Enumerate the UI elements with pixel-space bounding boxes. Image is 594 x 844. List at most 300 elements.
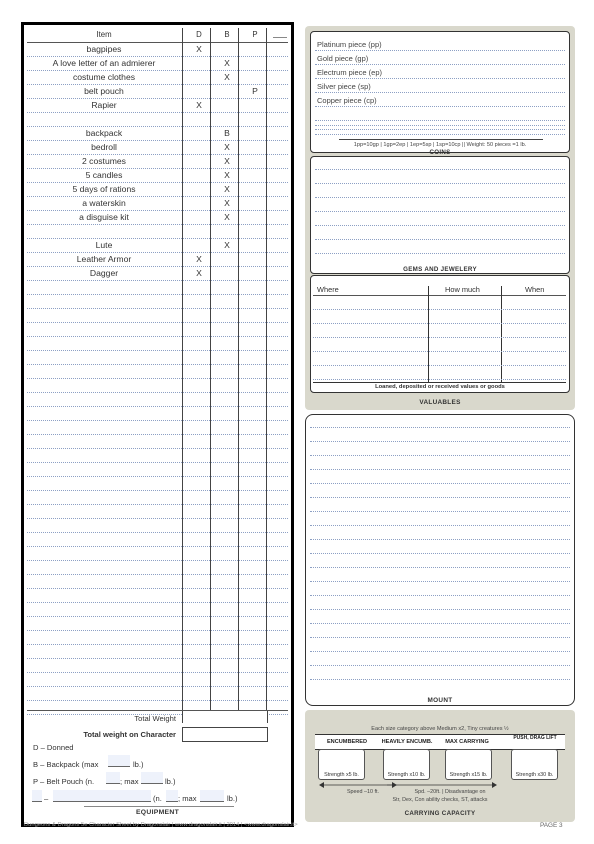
table-row[interactable] <box>27 168 288 183</box>
pouch-cell[interactable] <box>241 658 269 672</box>
backpack-cell[interactable] <box>213 630 241 644</box>
table-row[interactable] <box>27 546 288 561</box>
custom-code-field[interactable] <box>32 790 42 802</box>
backpack-cell[interactable] <box>213 294 241 308</box>
donned-cell[interactable] <box>185 616 213 630</box>
pouch-cell[interactable] <box>241 574 269 588</box>
backpack-cell[interactable] <box>213 322 241 336</box>
coin-row[interactable] <box>315 92 565 93</box>
backpack-cell[interactable] <box>213 252 241 266</box>
pouch-cell[interactable] <box>241 378 269 392</box>
item-cell[interactable]: belt pouch <box>84 86 124 96</box>
backpack-cell[interactable]: B <box>224 128 230 138</box>
item-cell[interactable]: Lute <box>95 240 113 250</box>
donned-cell[interactable] <box>185 224 213 238</box>
custom-count-field[interactable] <box>166 790 178 802</box>
table-row[interactable] <box>27 294 288 309</box>
heavily-encumbered-value: Strength x10 lb. <box>387 772 426 778</box>
donned-cell[interactable]: X <box>196 268 202 278</box>
donned-cell[interactable] <box>185 238 213 252</box>
pouch-cell[interactable] <box>241 196 269 210</box>
donned-cell[interactable] <box>185 182 213 196</box>
item-cell[interactable] <box>29 476 179 490</box>
total-weight-field[interactable] <box>182 711 268 723</box>
table-row[interactable] <box>27 350 288 365</box>
pouch-cell[interactable] <box>241 154 269 168</box>
donned-cell[interactable] <box>185 560 213 574</box>
table-row[interactable] <box>27 434 288 449</box>
ledger-line <box>313 309 566 310</box>
pouch-cell[interactable] <box>241 266 269 280</box>
donned-cell[interactable] <box>185 532 213 546</box>
coin-row[interactable] <box>315 106 565 107</box>
item-cell[interactable] <box>29 308 179 322</box>
item-cell[interactable] <box>29 378 179 392</box>
donned-cell[interactable] <box>185 210 213 224</box>
backpack-cell[interactable] <box>213 560 241 574</box>
item-header: Item <box>96 30 112 39</box>
donned-cell[interactable] <box>185 448 213 462</box>
backpack-cell[interactable] <box>213 462 241 476</box>
coin-row[interactable] <box>315 64 565 65</box>
backpack-cell[interactable] <box>213 490 241 504</box>
carrying-capacity-panel <box>305 710 575 822</box>
pouch-cell[interactable] <box>241 224 269 238</box>
backpack-cell[interactable]: X <box>224 142 230 152</box>
backpack-cell[interactable]: X <box>224 170 230 180</box>
backpack-cell[interactable] <box>213 546 241 560</box>
mount-line <box>310 651 570 652</box>
max-carrying-value: Strength x15 lb. <box>449 772 488 778</box>
pouch-cell[interactable] <box>241 364 269 378</box>
pouch-cell[interactable] <box>241 532 269 546</box>
pouch-cell[interactable] <box>241 476 269 490</box>
table-row[interactable] <box>27 266 288 281</box>
donned-cell[interactable] <box>185 602 213 616</box>
item-cell[interactable] <box>29 224 179 238</box>
table-row[interactable] <box>27 252 288 267</box>
pouch-cell[interactable] <box>241 462 269 476</box>
gems-box[interactable] <box>310 156 570 274</box>
backpack-cell[interactable] <box>213 364 241 378</box>
pouch-cell[interactable] <box>241 98 269 112</box>
item-cell[interactable] <box>29 644 179 658</box>
mount-line <box>310 581 570 582</box>
custom-header-blank[interactable] <box>273 37 287 38</box>
table-row[interactable] <box>27 224 288 239</box>
backpack-cell[interactable] <box>213 84 241 98</box>
pouch-cell[interactable] <box>241 182 269 196</box>
pouch-cell[interactable] <box>241 518 269 532</box>
pouch-cell[interactable] <box>241 546 269 560</box>
table-row[interactable] <box>27 476 288 491</box>
speed-penalty-light: Speed –10 ft. <box>346 789 380 795</box>
pouch-cell[interactable]: P <box>252 86 258 96</box>
coin-exchange-rate: 1pp=10gp | 1gp=2ep | 1ep=5sp | 1sp=10cp || Weight: 50 pieces =1 lb. <box>353 142 527 148</box>
table-row[interactable] <box>27 378 288 393</box>
table-row[interactable] <box>27 336 288 351</box>
donned-cell[interactable] <box>185 420 213 434</box>
item-cell[interactable] <box>29 364 179 378</box>
item-cell[interactable] <box>29 658 179 672</box>
legend-pouch-max: ; max <box>120 777 139 786</box>
item-cell[interactable] <box>29 700 179 714</box>
backpack-cell[interactable]: X <box>224 58 230 68</box>
pouch-cell[interactable] <box>241 336 269 350</box>
donned-cell[interactable] <box>185 154 213 168</box>
gem-line <box>315 239 565 240</box>
donned-cell[interactable] <box>185 378 213 392</box>
legend-custom-dash: – <box>44 794 49 803</box>
ledger-divider <box>501 286 502 382</box>
donned-cell[interactable] <box>185 336 213 350</box>
backpack-cell[interactable] <box>213 98 241 112</box>
table-row[interactable] <box>27 364 288 379</box>
backpack-cell[interactable] <box>213 350 241 364</box>
item-cell[interactable]: backpack <box>85 128 123 138</box>
backpack-cell[interactable] <box>213 476 241 490</box>
pouch-cell[interactable] <box>241 126 269 140</box>
table-row[interactable] <box>27 448 288 463</box>
item-cell[interactable]: 5 candles <box>85 170 123 180</box>
backpack-cell[interactable]: X <box>224 240 230 250</box>
item-cell[interactable] <box>29 672 179 686</box>
item-cell[interactable] <box>29 406 179 420</box>
pouch-cell[interactable] <box>241 350 269 364</box>
pouch-cell[interactable] <box>241 448 269 462</box>
pouch-cell[interactable] <box>241 602 269 616</box>
donned-cell[interactable] <box>185 56 213 70</box>
item-cell[interactable]: 5 days of rations <box>72 184 136 194</box>
table-row[interactable] <box>27 196 288 211</box>
mount-line <box>310 469 570 470</box>
donned-cell[interactable] <box>185 504 213 518</box>
pouch-cell[interactable] <box>241 280 269 294</box>
pouch-max-field[interactable] <box>141 772 163 784</box>
legend-donned: D – Donned <box>33 743 74 752</box>
item-cell[interactable] <box>29 686 179 700</box>
table-row[interactable] <box>27 238 288 253</box>
donned-cell[interactable] <box>185 686 213 700</box>
ledger-line <box>313 379 566 380</box>
coin-label: Gold piece (gp) <box>317 54 369 63</box>
backpack-cell[interactable] <box>213 658 241 672</box>
backpack-cell[interactable] <box>213 434 241 448</box>
donned-cell[interactable] <box>185 588 213 602</box>
backpack-cell[interactable] <box>213 448 241 462</box>
donned-cell[interactable] <box>185 168 213 182</box>
coin-row[interactable] <box>315 78 565 79</box>
coin-label: Copper piece (cp) <box>317 96 377 105</box>
pouch-cell[interactable] <box>241 42 269 56</box>
pouch-cell[interactable] <box>241 588 269 602</box>
table-row[interactable] <box>27 560 288 575</box>
backpack-cell[interactable]: X <box>224 198 230 208</box>
donned-cell[interactable] <box>185 126 213 140</box>
backpack-cell[interactable] <box>213 42 241 56</box>
backpack-cell[interactable]: X <box>224 212 230 222</box>
mount-line <box>310 623 570 624</box>
table-row[interactable] <box>27 420 288 435</box>
item-cell[interactable] <box>29 434 179 448</box>
donned-cell[interactable] <box>185 490 213 504</box>
table-row[interactable] <box>27 56 288 71</box>
backpack-cell[interactable]: X <box>224 184 230 194</box>
item-cell[interactable] <box>29 280 179 294</box>
mount-line <box>310 511 570 512</box>
encumbered-box[interactable] <box>318 749 365 780</box>
donned-cell[interactable] <box>185 280 213 294</box>
total-on-character-field[interactable] <box>182 727 268 742</box>
donned-cell[interactable] <box>185 112 213 126</box>
donned-cell[interactable] <box>185 574 213 588</box>
donned-cell[interactable] <box>185 196 213 210</box>
item-cell[interactable] <box>29 112 179 126</box>
table-row[interactable] <box>27 126 288 141</box>
donned-cell[interactable] <box>185 518 213 532</box>
donned-cell[interactable] <box>185 672 213 686</box>
donned-cell[interactable] <box>185 322 213 336</box>
push-drag-box[interactable] <box>511 749 558 780</box>
coin-row[interactable] <box>315 50 565 51</box>
pouch-cell[interactable] <box>241 238 269 252</box>
max-carrying-header: MAX CARRYING <box>445 739 489 745</box>
item-cell[interactable] <box>29 630 179 644</box>
ledger-header-rule <box>313 295 566 296</box>
donned-cell[interactable] <box>185 406 213 420</box>
table-row[interactable] <box>27 462 288 477</box>
item-cell[interactable] <box>29 504 179 518</box>
item-cell[interactable]: bedroll <box>91 142 117 152</box>
table-row[interactable] <box>27 280 288 295</box>
table-row[interactable] <box>27 112 288 127</box>
backpack-cell[interactable] <box>213 518 241 532</box>
backpack-cell[interactable] <box>213 672 241 686</box>
table-row[interactable] <box>27 672 288 687</box>
table-row[interactable] <box>27 154 288 169</box>
donned-cell[interactable] <box>185 392 213 406</box>
table-row[interactable] <box>27 602 288 617</box>
item-cell[interactable]: Leather Armor <box>76 254 132 264</box>
table-row[interactable] <box>27 322 288 337</box>
backpack-cell[interactable]: X <box>224 72 230 82</box>
pouch-cell[interactable] <box>241 294 269 308</box>
legend-pouch-unit: lb.) <box>165 777 176 786</box>
encumbered-header: ENCUMBERED <box>326 739 368 745</box>
table-row[interactable] <box>27 490 288 505</box>
table-row[interactable] <box>27 42 288 57</box>
push-drag-value: Strength x30 lb. <box>515 772 554 778</box>
pouch-cell[interactable] <box>241 70 269 84</box>
item-cell[interactable] <box>29 350 179 364</box>
pouch-cell[interactable] <box>241 616 269 630</box>
item-cell[interactable] <box>29 616 179 630</box>
table-row[interactable] <box>27 616 288 631</box>
item-cell[interactable]: A love letter of an admierer <box>52 58 156 68</box>
pouch-cell[interactable] <box>241 168 269 182</box>
item-cell[interactable] <box>29 532 179 546</box>
legend-custom-unit: lb.) <box>227 794 238 803</box>
pouch-header: P <box>252 30 258 39</box>
backpack-cell[interactable] <box>213 280 241 294</box>
gem-line <box>315 253 565 254</box>
backpack-cell[interactable] <box>213 112 241 126</box>
pouch-count-field[interactable] <box>106 772 120 784</box>
table-row[interactable] <box>27 182 288 197</box>
item-cell[interactable] <box>29 588 179 602</box>
donned-cell[interactable] <box>185 84 213 98</box>
gem-line <box>315 211 565 212</box>
pouch-cell[interactable] <box>241 308 269 322</box>
backpack-cell[interactable] <box>213 224 241 238</box>
donned-cell[interactable] <box>185 294 213 308</box>
item-cell[interactable] <box>29 490 179 504</box>
donned-cell[interactable] <box>185 140 213 154</box>
backpack-cell[interactable] <box>213 420 241 434</box>
pouch-cell[interactable] <box>241 210 269 224</box>
donned-cell[interactable] <box>185 70 213 84</box>
ledger-line <box>313 337 566 338</box>
table-row[interactable] <box>27 532 288 547</box>
item-cell[interactable] <box>29 574 179 588</box>
backpack-cell[interactable] <box>213 266 241 280</box>
table-row[interactable] <box>27 140 288 155</box>
pouch-cell[interactable] <box>241 140 269 154</box>
mount-line <box>310 483 570 484</box>
gem-line <box>315 183 565 184</box>
backpack-cell[interactable] <box>213 644 241 658</box>
pouch-cell[interactable] <box>241 392 269 406</box>
table-row[interactable] <box>27 630 288 645</box>
custom-container-field[interactable] <box>53 790 151 802</box>
item-cell[interactable] <box>29 392 179 406</box>
table-row[interactable] <box>27 84 288 99</box>
pouch-cell[interactable] <box>241 672 269 686</box>
mount-box[interactable] <box>305 414 575 706</box>
ledger-line <box>313 365 566 366</box>
table-row[interactable] <box>27 574 288 589</box>
backpack-cell[interactable] <box>213 308 241 322</box>
item-cell[interactable] <box>29 448 179 462</box>
table-row[interactable] <box>27 518 288 533</box>
donned-cell[interactable] <box>185 434 213 448</box>
pouch-cell[interactable] <box>241 406 269 420</box>
table-row[interactable] <box>27 406 288 421</box>
item-cell[interactable]: costume clothes <box>72 72 136 82</box>
legend-custom-n: (n. <box>153 794 162 803</box>
backpack-max-field[interactable] <box>108 755 130 767</box>
item-cell[interactable]: 2 costumes <box>82 156 126 166</box>
table-row[interactable] <box>27 686 288 701</box>
backpack-cell[interactable] <box>213 588 241 602</box>
table-row[interactable] <box>27 210 288 225</box>
donned-cell[interactable] <box>185 350 213 364</box>
donned-cell[interactable]: X <box>196 100 202 110</box>
pouch-cell[interactable] <box>241 560 269 574</box>
backpack-cell[interactable]: X <box>224 156 230 166</box>
mount-line <box>310 497 570 498</box>
heavily-encumbered-box[interactable] <box>383 749 430 780</box>
pouch-cell[interactable] <box>241 56 269 70</box>
item-cell[interactable] <box>29 462 179 476</box>
pouch-cell[interactable] <box>241 490 269 504</box>
backpack-cell[interactable] <box>213 378 241 392</box>
legend-pouch: P – Belt Pouch (n. <box>33 777 95 786</box>
item-cell[interactable] <box>29 602 179 616</box>
backpack-cell[interactable] <box>213 574 241 588</box>
item-cell[interactable]: Rapier <box>91 100 117 110</box>
max-carrying-box[interactable] <box>445 749 492 780</box>
pouch-cell[interactable] <box>241 420 269 434</box>
donned-cell[interactable] <box>185 658 213 672</box>
pouch-cell[interactable] <box>241 504 269 518</box>
table-row[interactable] <box>27 588 288 603</box>
pouch-cell[interactable] <box>241 112 269 126</box>
item-cell[interactable] <box>29 420 179 434</box>
gem-line <box>315 169 565 170</box>
pouch-cell[interactable] <box>241 322 269 336</box>
table-row[interactable] <box>27 98 288 113</box>
donned-cell[interactable]: X <box>196 254 202 264</box>
item-cell[interactable] <box>29 546 179 560</box>
backpack-cell[interactable] <box>213 686 241 700</box>
item-cell[interactable] <box>29 560 179 574</box>
donned-cell[interactable]: X <box>196 44 202 54</box>
item-cell[interactable] <box>29 294 179 308</box>
table-row[interactable] <box>27 658 288 673</box>
donned-cell[interactable] <box>185 644 213 658</box>
pouch-cell[interactable] <box>241 686 269 700</box>
table-row[interactable] <box>27 392 288 407</box>
backpack-cell[interactable] <box>213 336 241 350</box>
item-cell[interactable]: a disguise kit <box>79 212 129 222</box>
pouch-cell[interactable] <box>241 434 269 448</box>
ledger-caption: Loaned, deposited or received values or goods <box>375 384 505 390</box>
coins-rule <box>339 139 543 140</box>
backpack-cell[interactable] <box>213 532 241 546</box>
backpack-cell[interactable] <box>213 616 241 630</box>
table-row[interactable] <box>27 644 288 659</box>
item-cell[interactable] <box>29 518 179 532</box>
donned-cell[interactable] <box>185 630 213 644</box>
backpack-cell[interactable] <box>213 392 241 406</box>
pouch-cell[interactable] <box>241 252 269 266</box>
encumbered-value: Strength x5 lb. <box>324 772 359 778</box>
mount-line <box>310 455 570 456</box>
pouch-cell[interactable] <box>241 644 269 658</box>
backpack-cell[interactable] <box>213 406 241 420</box>
item-cell[interactable] <box>29 322 179 336</box>
item-cell[interactable] <box>29 336 179 350</box>
pouch-cell[interactable] <box>241 630 269 644</box>
mount-line <box>310 553 570 554</box>
backpack-cell[interactable] <box>213 504 241 518</box>
ledger-amount-header: How much <box>445 285 480 294</box>
custom-max-field[interactable] <box>200 790 224 802</box>
table-row[interactable] <box>27 70 288 85</box>
item-cell[interactable]: Dagger <box>89 268 119 278</box>
donned-cell[interactable] <box>185 546 213 560</box>
table-row[interactable] <box>27 308 288 323</box>
backpack-cell[interactable] <box>213 602 241 616</box>
donned-cell[interactable] <box>185 308 213 322</box>
donned-cell[interactable] <box>185 462 213 476</box>
donned-cell[interactable] <box>185 476 213 490</box>
item-cell[interactable]: a waterskin <box>82 198 126 208</box>
item-cell[interactable]: bagpipes <box>86 44 122 54</box>
table-row[interactable] <box>27 504 288 519</box>
donned-cell[interactable] <box>185 364 213 378</box>
